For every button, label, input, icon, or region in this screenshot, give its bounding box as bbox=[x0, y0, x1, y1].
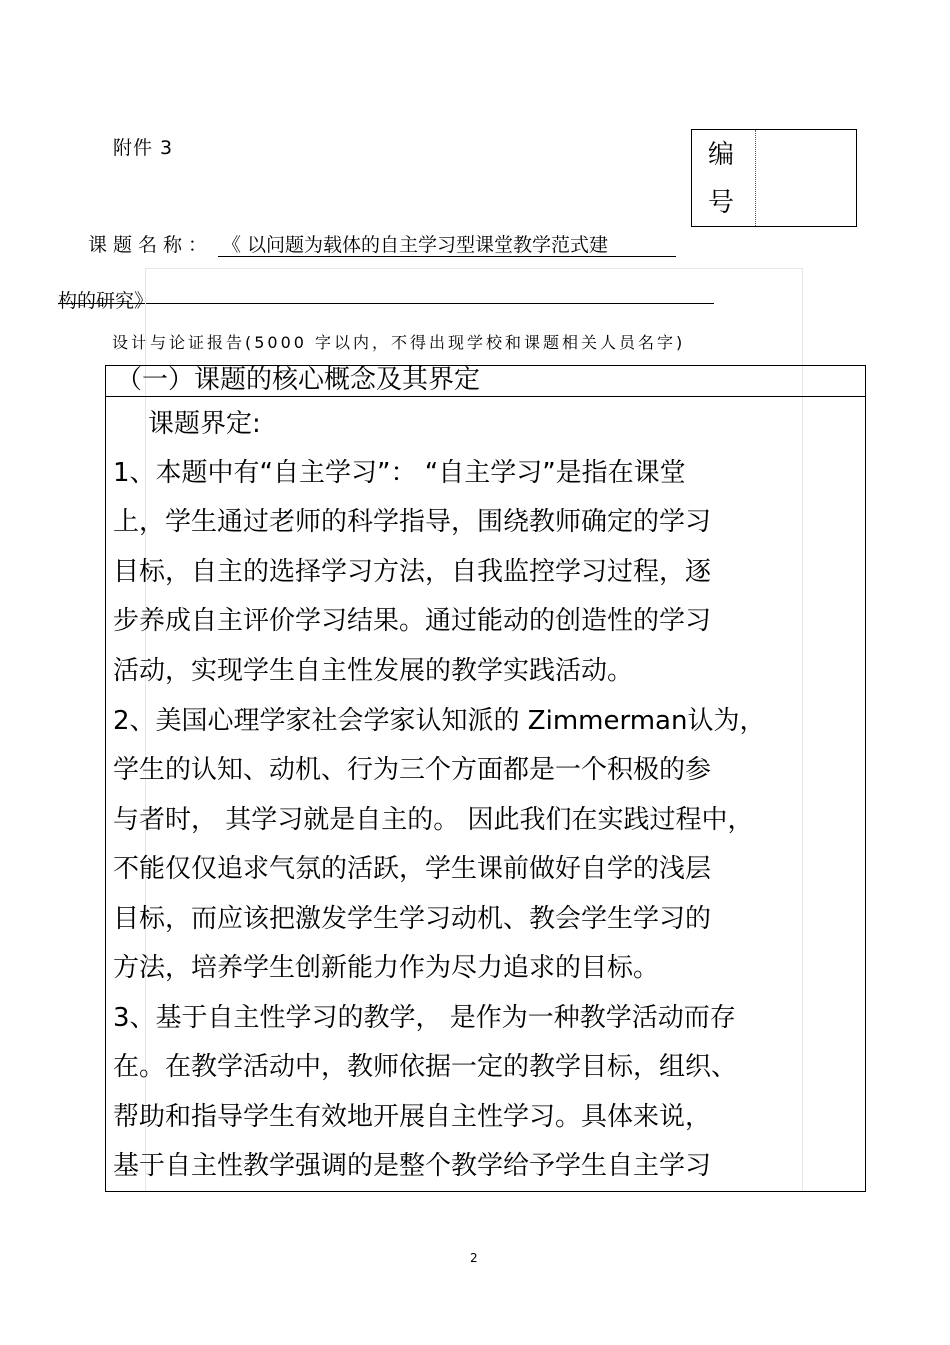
body-line: 基于自主性教学强调的是整个教学给予学生自主学习 bbox=[113, 1151, 712, 1181]
body-line: 目标，而应该把激发学生学习动机、教会学生学习的 bbox=[113, 904, 712, 934]
serial-number-label-char-2: 号 bbox=[708, 188, 735, 218]
body-line: 活动，实现学生自主性发展的教学实践活动。 bbox=[113, 656, 634, 686]
topic-title-line-1: 《 以问题为载体的自主学习型课堂教学范式建 bbox=[222, 234, 609, 256]
body-line: 帮助和指导学生有效地开展自主性学习。具体来说， bbox=[113, 1102, 712, 1132]
body-line: 上，学生通过老师的科学指导，围绕教师确定的学习 bbox=[113, 507, 712, 537]
topic-label: 课题名称： bbox=[88, 234, 214, 256]
serial-number-box bbox=[691, 129, 857, 227]
body-line: 不能仅仅追求气氛的活跃，学生课前做好自学的浅层 bbox=[113, 854, 712, 884]
serial-number-divider bbox=[755, 130, 756, 226]
body-line: 在。在教学活动中，教师依据一定的教学目标，组织、 bbox=[113, 1052, 738, 1082]
page-number: 2 bbox=[470, 1251, 478, 1265]
body-line: 学生的认知、动机、行为三个方面都是一个积极的参 bbox=[113, 755, 712, 785]
attachment-label: 附件 3 bbox=[113, 137, 174, 159]
topic-title-line-2: 构的研究》 bbox=[58, 290, 154, 312]
body-line: 方法，培养学生创新能力作为尽力追求的目标。 bbox=[113, 953, 660, 983]
body-line: 1、本题中有“自主学习”： “自主学习”是指在课堂 bbox=[113, 458, 686, 488]
topic-underline-1 bbox=[218, 256, 676, 257]
section-heading: （一）课题的核心概念及其界定 bbox=[116, 365, 481, 395]
body-line: 与者时， 其学习就是自主的。 因此我们在实践过程中， bbox=[113, 805, 754, 835]
body-line: 2、美国心理学家社会学家认知派的 Zimmerman认为， bbox=[113, 706, 766, 736]
body-line: 目标，自主的选择学习方法，自我监控学习过程，逐 bbox=[113, 557, 712, 587]
body-line: 3、基于自主性学习的教学， 是作为一种教学活动而存 bbox=[113, 1003, 736, 1033]
design-note: 设计与论证报告(5000 字以内，不得出现学校和课题相关人员名字) bbox=[112, 333, 686, 352]
body-line: 步养成自主评价学习结果。通过能动的创造性的学习 bbox=[113, 606, 712, 636]
section-heading-row bbox=[106, 366, 865, 397]
serial-number-label-char-1: 编 bbox=[708, 140, 735, 170]
subheading: 课题界定: bbox=[148, 409, 261, 439]
